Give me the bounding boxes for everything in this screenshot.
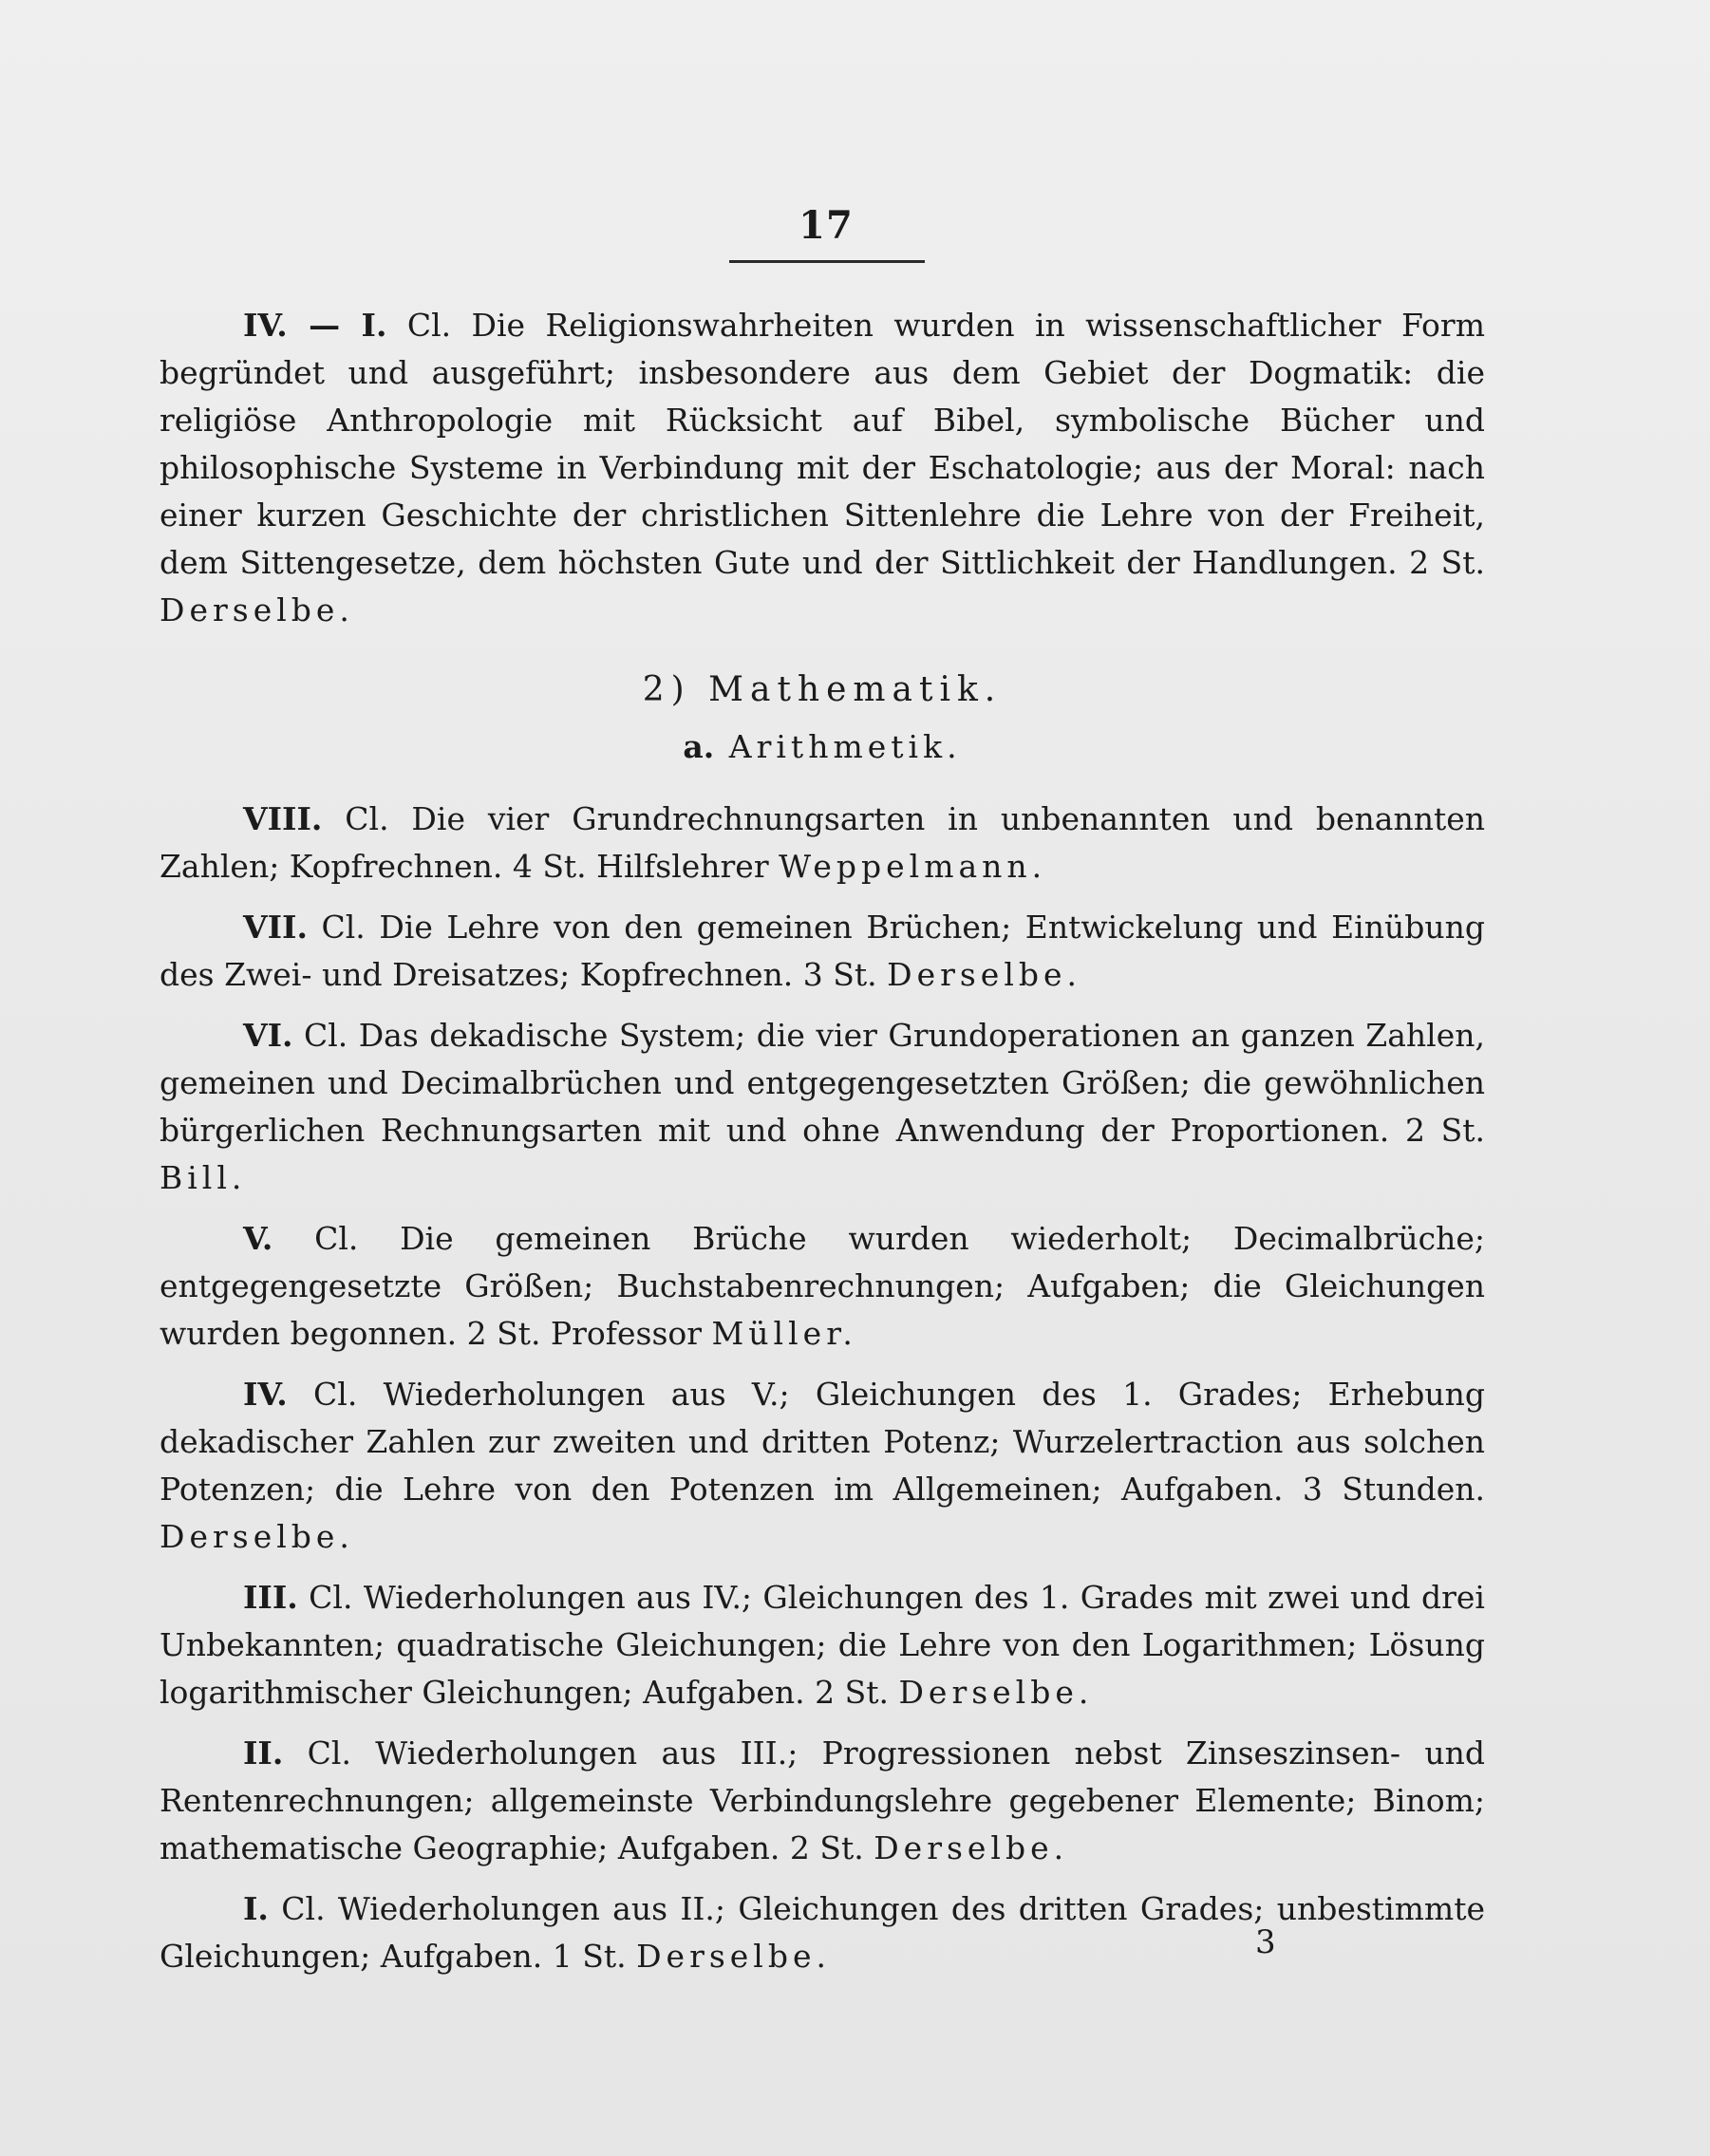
page-number: 17 [799,203,854,248]
paragraph-text: Cl. Wiederholungen aus IV.; Gleichungen des 1. Grades mit zwei und drei Unbekannten; quadratische Gleichungen; die Lehre von den Logarithmen; Lösung logarithmischer Gleichungen; Aufgaben. 2 St. [160,1579,1485,1711]
paragraph-text: Cl. Wiederholungen aus III.; Progressionen nebst Zinseszinsen- und Rentenrechnungen; allgemeinste Verbindungslehre gegebener Elemente; Binom; mathematische Geographie; Aufgaben. 2 St. [160,1734,1485,1866]
class-paragraph [160,796,1485,891]
class-label: V. [243,1220,273,1257]
paragraph-text: Cl. Wiederholungen aus II.; Gleichungen des dritten Grades; unbestimmte Gleichungen; Aufgaben. 1 St. [160,1890,1485,1975]
teacher-name: Derselbe. [636,1938,832,1975]
paragraph-text: Cl. Die gemeinen Brüche wurden wiederholt; Decimalbrüche; entgegengesetzte Größen; Buchstabenrechnungen; Aufgaben; die Gleichungen wurden begonnen. 2 St. Professor [160,1220,1485,1352]
class-paragraph [160,904,1485,999]
teacher-name: Bill. [160,1159,247,1196]
paragraph-text: Cl. Die Lehre von den gemeinen Brüchen; Entwickelung und Einübung des Zwei- und Dreisatzes; Kopfrechnen. 3 St. [160,909,1485,993]
teacher-name: Weppelmann. [779,848,1047,885]
teacher-name: Derselbe. [874,1829,1069,1866]
teacher-name: Derselbe. [887,956,1082,993]
class-paragraph [160,1215,1485,1358]
class-paragraph [160,1574,1485,1716]
paragraph-text: Cl. Die vier Grundrechnungsarten in unbenannten und benannten Zahlen; Kopfrechnen. 4 St. Hilfslehrer [160,800,1485,885]
class-label: VII. [243,909,308,946]
class-label: IV. [243,1376,288,1413]
teacher-name: Derselbe. [160,591,354,628]
class-label: I. [243,1890,269,1927]
section-heading: 2) Mathematik. [642,670,1003,709]
class-paragraph [160,1885,1485,1980]
class-label: VI. [243,1017,293,1054]
teacher-name: Derselbe. [160,1518,354,1555]
body-text [160,302,1485,1994]
paragraph-text: Cl. Das dekadische System; die vier Grundoperationen an ganzen Zahlen, gemeinen und Decimalbrüchen und entgegengesetzten Größen; die gewöhnlichen bürgerlichen Rechnungsarten mit und ohne Anwendung der Proportionen. 2 St. [160,1017,1485,1149]
page-number-rule [729,260,925,263]
teacher-name: Derselbe. [898,1674,1094,1711]
subsection-label: a. [683,728,715,765]
class-paragraph [160,1371,1485,1561]
class-label: VIII. [243,800,323,837]
paragraph-text: Cl. Die Religionswahrheiten wurden in wissenschaftlicher Form begründet und ausgeführt; insbesondere aus dem Gebiet der Dogmatik: die religiöse Anthropologie mit Rücksicht auf Bibel, symbolische Bücher und philosophische Systeme in Verbindung mit der Eschatologie; aus der Moral: nach einer kurzen Geschichte der christlichen Sittenlehre die Lehre von der Freiheit, dem Sittengesetze, dem höchsten Gute und der Sittlichkeit der Handlungen. 2 St. [160,307,1485,581]
paragraph-text: Cl. Wiederholungen aus V.; Gleichungen des 1. Grades; Erhebung dekadischer Zahlen zur zweiten und dritten Potenz; Wurzelertraction aus solchen Potenzen; die Lehre von den Potenzen im Allgemeinen; Aufgaben. 3 Stunden. [160,1376,1485,1508]
religion-paragraph [160,302,1485,634]
subsection-heading [160,723,1485,771]
subsection-title: Arithmetik. [714,728,962,765]
class-label: II. [243,1734,284,1772]
class-paragraph [160,1012,1485,1202]
class-range-label: IV. — I. [243,307,387,344]
class-paragraph [160,1730,1485,1872]
class-label: III. [243,1579,298,1616]
printer-signature-mark: 3 [1255,1923,1276,1961]
teacher-name: Müller. [711,1315,857,1352]
